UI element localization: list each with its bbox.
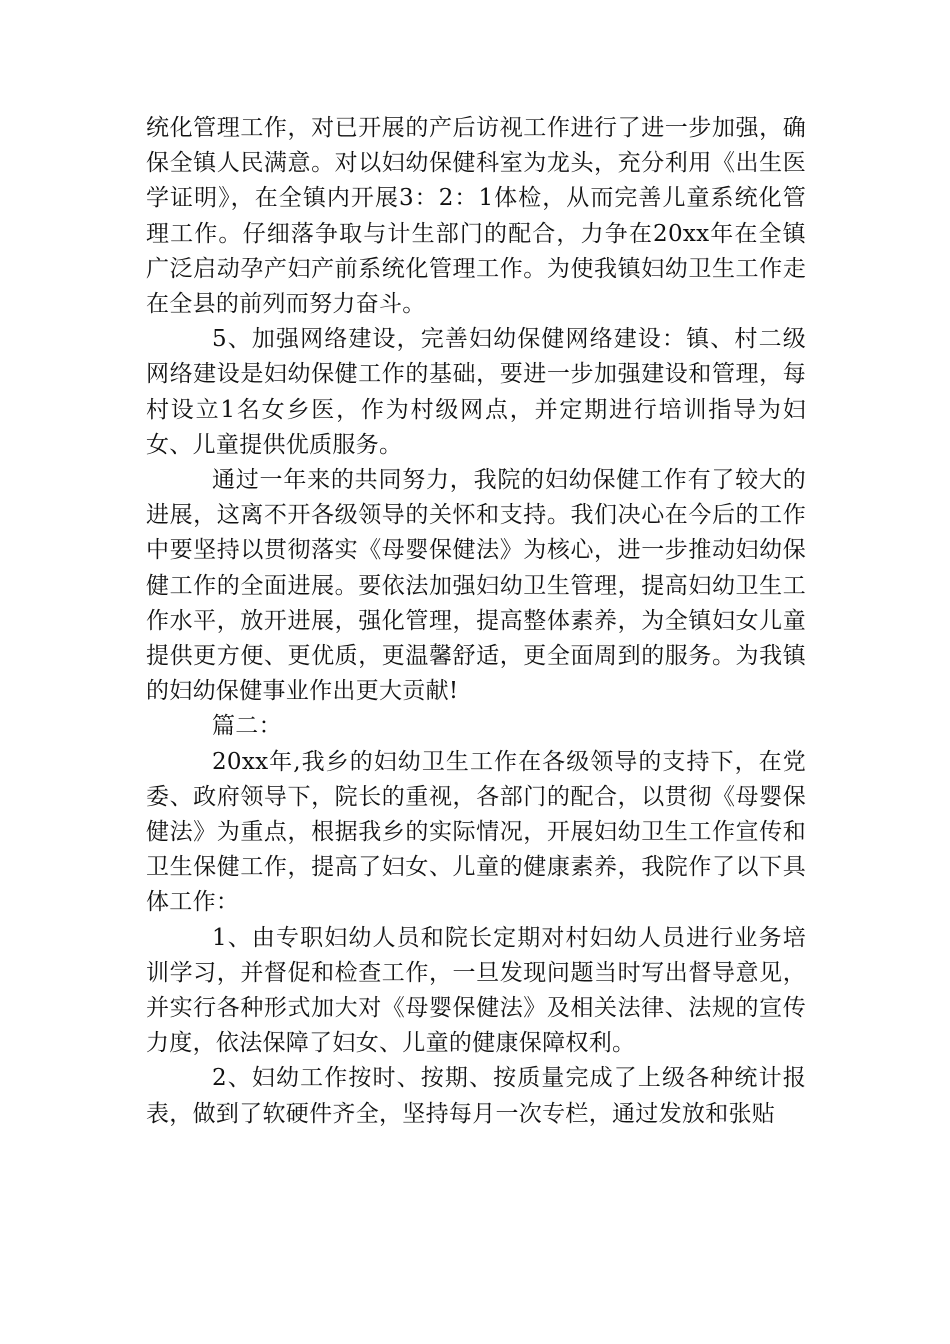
paragraph-summary: 通过一年来的共同努力，我院的妇幼保健工作有了较大的进展，这离不开各级领导的关怀和支持。我们决心在今后的工作中要坚持以贯彻落实《母婴保健法》为核心，进一步推动妇幼保健工作的全面进展。要依法加强妇幼卫生管理，提高妇幼卫生工作水平，放开进展，强化管理，提高整体素养，为全镇妇女儿童提供更方便、更优质，更温馨舒适，更全面周到的服务。为我镇的妇幼保健事业作出更大贡献! (146, 467, 806, 705)
paragraph-item-2: 2、妇幼工作按时、按期、按质量完成了上级各种统计报表，做到了软硬件齐全，坚持每月一次专栏，通过发放和张贴 (146, 1065, 806, 1127)
paragraph-item-1: 1、由专职妇幼人员和院长定期对村妇幼人员进行业务培训学习，并督促和检查工作，一旦发现问题当时写出督导意见，并实行各种形式加大对《母婴保健法》及相关法律、法规的宣传力度，依法保障了妇女、儿童的健康保障权利。 (146, 924, 806, 1057)
document-body (146, 111, 806, 1132)
paragraph-network-construction: 5、加强网络建设，完善妇幼保健网络建设：镇、村二级网络建设是妇幼保健工作的基础，要进一步加强建设和管理，每村设立1名女乡医，作为村级网点，并定期进行培训指导为妇女、儿童提供优质服务。 (146, 326, 806, 458)
paragraph-part-two-intro: 20xx年,我乡的妇幼卫生工作在各级领导的支持下，在党委、政府领导下，院长的重视，各部门的配合，以贯彻《母婴保健法》为重点，根据我乡的实际情况，开展妇幼卫生工作宣传和卫生保健工作，提高了妇女、儿童的健康素养，我院作了以下具体工作： (146, 748, 806, 916)
paragraph-continuation: 统化管理工作，对已开展的产后访视工作进行了进一步加强，确保全镇人民满意。对以妇幼保健科室为龙头，充分利用《出生医学证明》，在全镇内开展3：2：1体检，从而完善儿童系统化管理工作。仔细落争取与计生部门的配合，力争在20xx年在全镇广泛启动孕产妇产前系统化管理工作。为使我镇妇幼卫生工作走在全县的前列而努力奋斗。 (146, 115, 806, 318)
section-heading-part-two: 篇二： (212, 713, 282, 740)
